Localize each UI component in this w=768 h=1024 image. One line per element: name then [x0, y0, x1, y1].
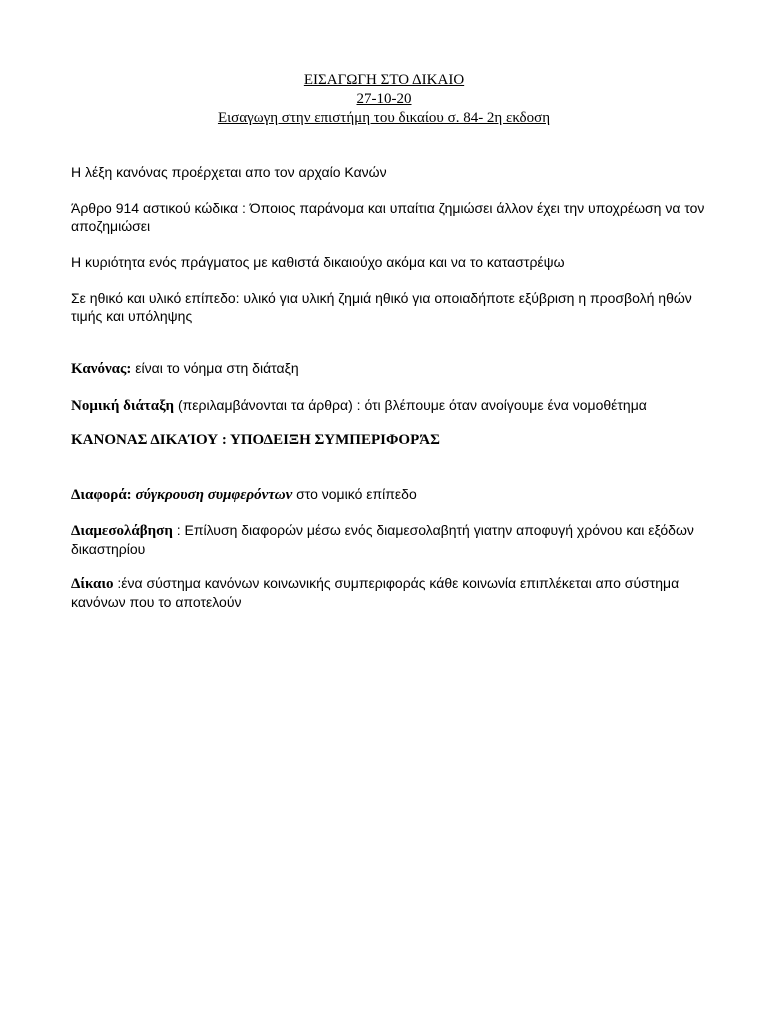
document-header	[0, 71, 768, 128]
definition-diataxi-text: (περιλαμβάνονται τα άρθρα) : ότι βλέπουμε όταν ανοίγουμε ένα νομοθέτημα	[174, 397, 647, 413]
paragraph-ownership: Η κυριότητα ενός πράγματος με καθιστά δικαιούχο ακόμα και να το καταστρέψω	[71, 254, 565, 270]
definition-dikaio	[71, 574, 706, 611]
definition-kanonas-text: είναι το νόημα στη διάταξη	[131, 360, 299, 376]
paragraph-kanonas-origin: Η λέξη κανόνας προέρχεται απο τον αρχαίο Κανών	[71, 164, 387, 180]
definition-diamesolavisi-text: : Επίλυση διαφορών μέσω ενός διαμεσολαβητή γιατην αποφυγή χρόνου και εξόδων δικαστηρίου	[71, 522, 694, 557]
paragraph-article-914: Άρθρο 914 αστικού κώδικα : Όποιος παράνομα και υπαίτια ζημιώσει άλλον έχει την υποχρέωση να τον αποζημιώσει	[71, 200, 705, 234]
definition-kanonas	[71, 359, 706, 378]
definition-diamesolavisi	[71, 521, 706, 558]
definition-diafora-term: Διαφορά:	[71, 487, 132, 503]
definition-dikaio-term: Δίκαιο	[71, 576, 114, 592]
definition-diataxi-term: Νομική διάταξη	[71, 398, 175, 414]
definition-diafora-text: στο νομικό επίπεδο	[292, 486, 417, 502]
document-date: 27-10-20	[356, 91, 412, 107]
document-title: ΕΙΣΑΓΩΓΗ ΣΤΟ ΔΙΚΑΙΟ	[303, 72, 465, 88]
section-heading: ΚΑΝΟΝΑΣ ΔΙΚΑΊΟΥ : ΥΠΟΔΕΙΞΗ ΣΥΜΠΕΡΙΦΟΡΆΣ	[71, 432, 440, 448]
definition-kanonas-term: Κανόνας:	[71, 361, 132, 377]
paragraph-moral-material: Σε ηθικό και υλικό επίπεδο: υλικό για υλική ζημιά ηθικό για οποιαδήποτε εξύβριση η προσβολή ηθών τιμής και υπόληψης	[71, 290, 692, 324]
definition-diamesolavisi-term: Διαμεσολάβηση	[71, 523, 173, 539]
definition-nomiki-diataxi	[71, 396, 706, 415]
definition-diafora	[71, 485, 706, 504]
definition-dikaio-text: :ένα σύστημα κανόνων κοινωνικής συμπεριφοράς κάθε κοινωνία επιπλέκεται απο σύστημα κανόνων που το αποτελούν	[71, 575, 680, 610]
definition-diafora-emphasis: σύγκρουση συμφερόντων	[131, 487, 293, 503]
document-reference: Εισαγωγη στην επιστήμη του δικαίου σ. 84- 2η εκδοση	[217, 110, 551, 126]
